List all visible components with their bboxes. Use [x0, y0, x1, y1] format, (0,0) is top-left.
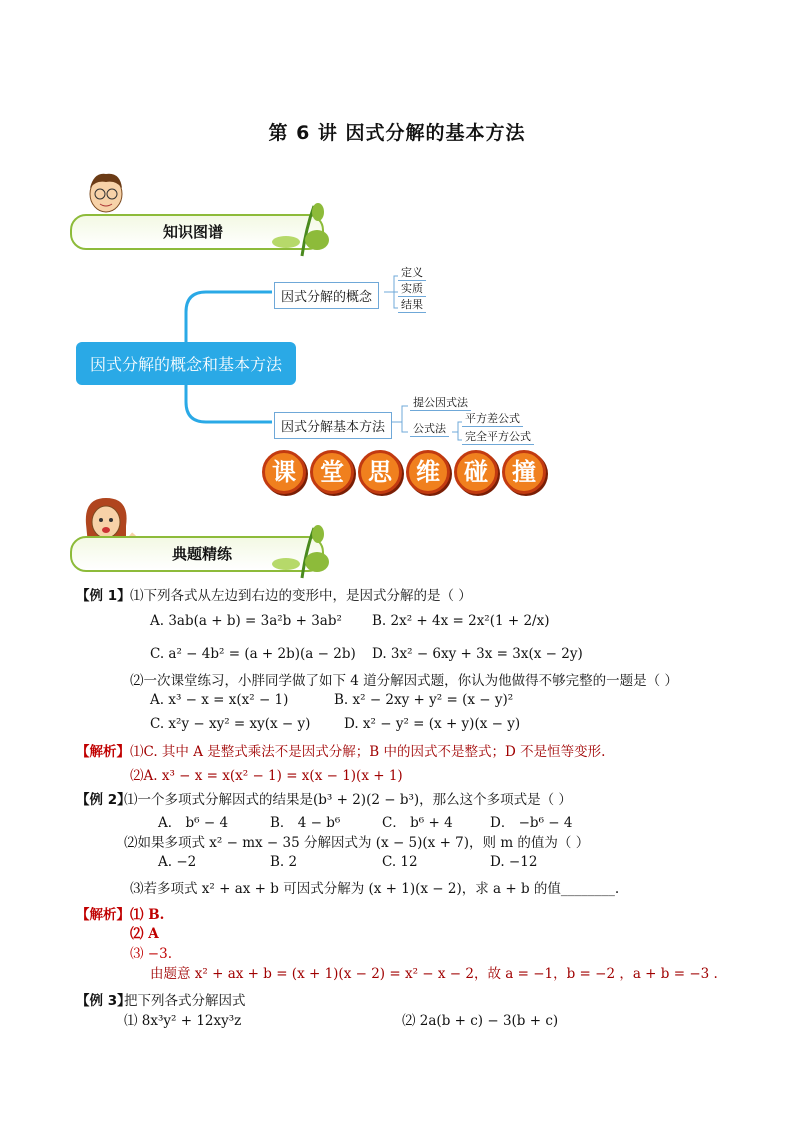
- leaf-decoration-icon: [262, 520, 332, 580]
- option-c: C. x²y − xy² = xy(x − y): [150, 716, 311, 732]
- leaf-result: 结果: [398, 296, 426, 313]
- option-a: A. 3ab(a + b) = 3a²b + 3ab²: [150, 613, 342, 629]
- option-b: B. 2: [270, 854, 298, 870]
- example-2-q3: ⑶若多项式 x² + ax + b 可因式分解为 (x + 1)(x − 2)，求 a + b 的值________.: [130, 881, 620, 897]
- example-1-q2: ⑵一次课堂练习，小胖同学做了如下 4 道分解因式题，你认为他做得不够完整的一题是（ ）: [130, 673, 678, 689]
- example-3-question: 把下列各式分解因式: [124, 993, 246, 1009]
- example-3-part1: ⑴ 8x³y² + 12xy³z: [124, 1013, 242, 1029]
- answer-2-detail: 由题意 x² + ax + b = (x + 1)(x − 2) = x² − x − 2，故 a = −1，b = −2 ，a + b = −3 .: [150, 966, 718, 982]
- answer-1-part2: ⑵A. x³ − x = x(x² − 1) = x(x − 1)(x + 1): [130, 768, 403, 784]
- option-d: D. −12: [490, 854, 538, 870]
- leaf-formula-method: 公式法: [410, 420, 449, 437]
- leaf-definition: 定义: [398, 264, 426, 281]
- mindmap-concept-node: 因式分解的概念: [274, 282, 379, 309]
- option-a: A. −2: [158, 854, 197, 870]
- option-a: A． b⁶ − 4: [158, 815, 229, 831]
- example-3-label: 【例 3】: [76, 993, 131, 1009]
- option-d: D. x² − y² = (x + y)(x − y): [344, 716, 521, 732]
- mindmap-method-node: 因式分解基本方法: [274, 412, 392, 439]
- option-b: B． 4 − b⁶: [270, 815, 341, 831]
- option-b: B. x² − 2xy + y² = (x − y)²: [334, 692, 514, 708]
- example-2-q2: ⑵如果多项式 x² − mx − 35 分解因式为 (x − 5)(x + 7)，则 m 的值为（ ）: [124, 835, 590, 851]
- heading-char: 碰: [454, 450, 498, 494]
- example-1-q1: ⑴下列各式从左边到右边的变形中，是因式分解的是（ ）: [130, 588, 472, 604]
- heading-char: 课: [262, 450, 306, 494]
- option-c: C. 12: [382, 854, 418, 870]
- heading-char: 撞: [502, 450, 546, 494]
- option-b: B. 2x² + 4x = 2x²(1 + 2/x): [372, 613, 550, 629]
- classroom-heading: [262, 450, 550, 494]
- leaf-essence: 实质: [398, 280, 426, 297]
- leaf-common-factor: 提公因式法: [410, 394, 471, 411]
- option-c: C． b⁶ + 4: [382, 815, 453, 831]
- option-a: A. x³ − x = x(x² − 1): [150, 692, 289, 708]
- answer-1-label: 【解析】: [76, 744, 130, 760]
- mindmap-connectors: [0, 0, 794, 460]
- heading-char: 堂: [310, 450, 354, 494]
- knowledge-map-heading: 知识图谱: [163, 223, 224, 241]
- leaf-perfect-square: 完全平方公式: [462, 428, 534, 445]
- option-d: D. 3x² − 6xy + 3x = 3x(x − 2y): [372, 646, 583, 662]
- mindmap-root: 因式分解的概念和基本方法: [76, 342, 296, 385]
- answer-1-part1: ⑴C. 其中 A 是整式乘法不是因式分解；B 中的因式不是整式；D 不是恒等变形.: [130, 744, 606, 760]
- answer-2-part3: ⑶ −3.: [130, 946, 172, 962]
- option-d: D． −b⁶ − 4: [490, 815, 573, 831]
- example-2-q1: ⑴一个多项式分解因式的结果是(b³ + 2)(2 − b³)，那么这个多项式是（ ）: [124, 792, 572, 808]
- option-c: C. a² − 4b² = (a + 2b)(a − 2b): [150, 646, 356, 662]
- example-2-label: 【例 2】: [76, 792, 131, 808]
- leaf-difference-of-squares: 平方差公式: [462, 410, 523, 427]
- example-1-label: 【例 1】: [76, 588, 131, 604]
- page-title: 第 6 讲 因式分解的基本方法: [268, 122, 526, 144]
- answer-2-label: 【解析】: [76, 907, 130, 923]
- heading-char: 维: [406, 450, 450, 494]
- answer-2-part1: ⑴ B.: [130, 907, 165, 923]
- example-3-part2: ⑵ 2a(b + c) − 3(b + c): [402, 1013, 559, 1029]
- practice-heading: 典题精练: [172, 545, 233, 563]
- heading-char: 思: [358, 450, 402, 494]
- answer-2-part2: ⑵ A: [130, 926, 159, 942]
